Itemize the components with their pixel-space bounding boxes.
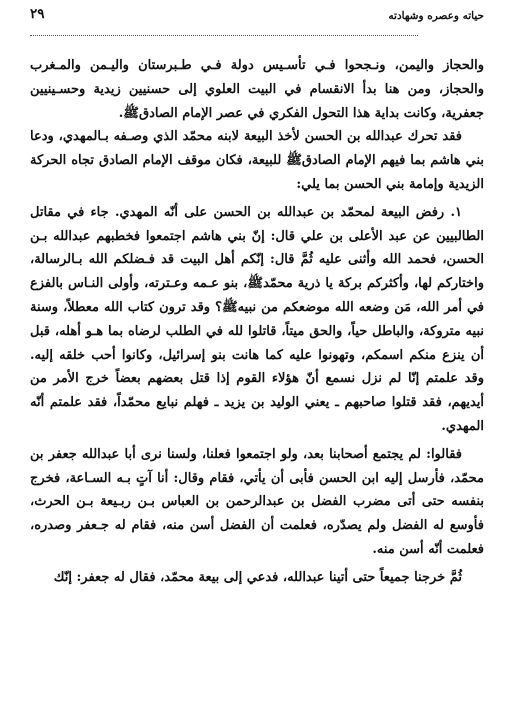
header-rule — [30, 35, 418, 36]
paragraph: فقالوا: لم يجتمع أصحابنا بعد، ولو اجتمعوا فعلنا، ولسنا نرى أبا عبدالله جعفر بن محمّد، فأرسل إليه ابن الحسن فأبى أن يأتي، فقام وقال: أنا آتٍ بـه السـاعة، فخرج بنفسه حتى أتى مضرب الفضل بن عبدالرحمن بن العباس بـن ربـيعة بـن الحرث، فأوسع له الفضل ولم يصدّره، فعلمت أن الفضل أسن منه، فقام له جـعفر وصدره، فعلمت أنّه أسن منه. — [30, 446, 484, 557]
paragraph: ثُمَّ خرجنا جميعاً حتى أتينا عبدالله، فدعي إلى بيعة محمّد، فقال له جعفر: إنّك — [53, 569, 462, 585]
paragraph: والحجاز واليمن، ونـجحوا فـي تأسـيس دولة فـي طـبرستان واليـمن والمـغرب والحجاز، ومن هنا بدأ الانقسام في البيت العلوي إلى حسنيين زيدية وحسـينيين جعفرية، وكانت بداية هذا التحول الفكري في عصر الإمام الصادقﷺ. — [30, 58, 484, 121]
running-title: حياته وعصره وشهادته — [388, 10, 484, 22]
paragraph: فقد تحرك عبدالله بن الحسن لأخذ البيعة لابنه محمّد الذي وصـفه بـالمهدي، ودعا بني هاشم بما فيهم الإمام الصادقﷺ للبيعة، فكان موقف الإمام الصادق تجاه الحركة الزيدية وإمامة بني الحسن بما يلي: — [30, 129, 484, 192]
page-header — [30, 6, 484, 32]
page-number: ٢٩ — [30, 6, 45, 22]
page-body — [30, 54, 484, 590]
paragraph: ١. رفض البيعة لمحمّد بن عبدالله بن الحسن على أنّه المهدي. جاء في مقاتل الطالبيين عن عبد الأعلى بن علي قال: إنّ بني هاشم اجتمعوا فخطبهم عبدالله بـن الحسن، فحمد الله وأثنى عليه ثُمَّ قال: إنّكم أهل البيت قد فـضلكم الله بـالرسالة، واختاركم لها، وأكثركم بركة يا ذرية محمّدﷺ، بنو عـمه وعـترته، وأولى النـاس بالفزع في أمر الله، مَن وضعه الله موضعكم من نبيهﷺ؟ وقد ترون كتاب الله معطلاً، وسنة نبيه متروكة، والباطل حياً، والحق ميتاً، قاتلوا لله في الطلب لرضاه بما هـو أهله، قبل أن ينزع منكم اسمكم، وتهونوا عليه كما هانت بنو إسرائيل، وكانوا أحب خلقه إليه. وقد علمتم إنّا لم نزل نسمع أنّ هؤلاء القوم إذا قتل بعضهم بعضاً خرج الأمر من أيديهم، فقد قتلوا صاحبهم ـ يعني الوليد بن يزيد ـ فهلم نبايع محمّداً، فقد علمتم أنّه المهدي. — [30, 204, 484, 434]
